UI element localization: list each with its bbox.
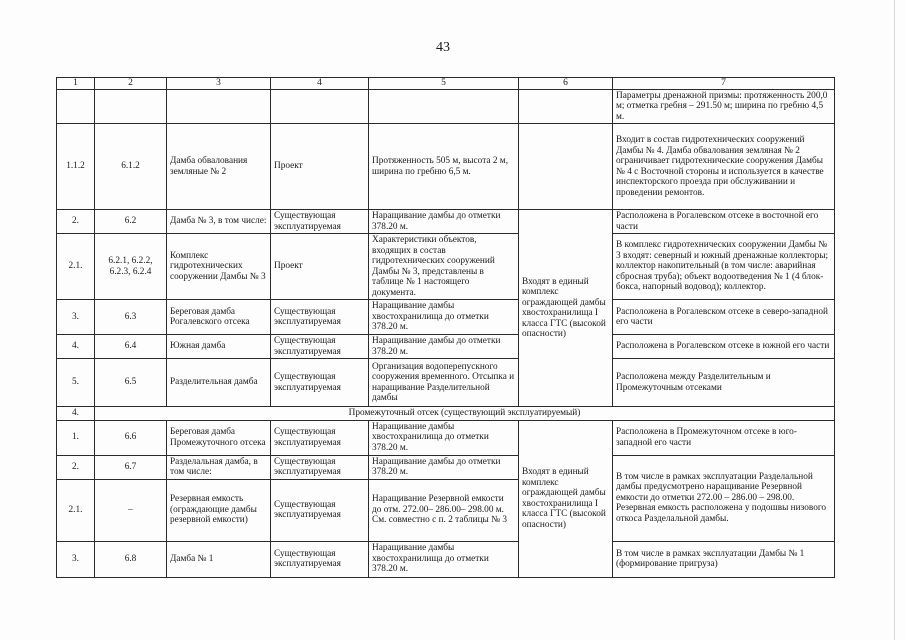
header-cell: 5 xyxy=(369,78,519,90)
cell-name: Береговая дамба Рогалевского отсека xyxy=(167,300,271,335)
cell-status: Проект xyxy=(271,234,369,300)
cell-status: Существующая эксплуатируемая xyxy=(271,479,369,541)
cell-measures: Наращивание дамбы до отметки 378.20 м. xyxy=(369,210,519,234)
cell-code: 6.7 xyxy=(95,455,167,479)
cell-measures: Характеристики объектов, входящих в состав гидротехнических сооружений Дамбы № 3, представлены в таблице № 1 настоящего документа. xyxy=(369,234,519,300)
page-number: 43 xyxy=(436,40,450,55)
cell-complex-group-2: Входят в единый комплекс ограждающей дамбы хвостохранилища I класса ГТС (высокой опасности) xyxy=(519,420,613,577)
table-row xyxy=(57,359,835,407)
cell-code: 6.4 xyxy=(95,335,167,359)
cell-measures: Наращивание дамбы до отметки 378.20 м. xyxy=(369,335,519,359)
cell-notes: Входит в состав гидротехнических сооружений Дамбы № 4. Дамба обвалования земляная № 2 ограничивает гидротехнические сооружения Дамбы № 4 с Восточной стороны и используется в качестве инспекторского проезда при обслуживании и проведении ремонтов. xyxy=(613,124,835,210)
cell-name: Южная дамба xyxy=(167,335,271,359)
cell-measures: Организация водоперепускного сооружения временного. Отсыпка и наращивание Разделительной дамбы xyxy=(369,359,519,407)
cell-number: 2. xyxy=(57,455,95,479)
cell-measures: Протяженность 505 м, высота 2 м, ширина по гребню 6,5 м. xyxy=(369,124,519,210)
header-cell: 1 xyxy=(57,78,95,90)
cell-notes: Параметры дренажной призмы: протяженность 200,0 м; отметка гребня – 291.50 м; ширина по гребню 4,5 м. xyxy=(613,89,835,124)
header-cell: 6 xyxy=(519,78,613,90)
table-row xyxy=(57,335,835,359)
cell-name: Береговая дамба Промежуточного отсека xyxy=(167,420,271,455)
table-row xyxy=(57,210,835,234)
table-row xyxy=(57,300,835,335)
table-row xyxy=(57,420,835,455)
table-header-row xyxy=(57,78,835,90)
cell-number: 2. xyxy=(57,210,95,234)
cell-code: – xyxy=(95,479,167,541)
structures-table xyxy=(56,77,835,578)
cell-status: Существующая эксплуатируемая xyxy=(271,455,369,479)
table-row xyxy=(57,89,835,124)
cell-status: Существующая эксплуатируемая xyxy=(271,300,369,335)
table-row xyxy=(57,455,835,479)
table-row xyxy=(57,541,835,577)
cell-notes: Расположена в Рогалевском отсеке в восточной его части xyxy=(613,210,835,234)
cell-code: 6.6 xyxy=(95,420,167,455)
table-row xyxy=(57,234,835,300)
cell-code: 6.3 xyxy=(95,300,167,335)
cell-code: 6.1.2 xyxy=(95,124,167,210)
cell-name: Комплекс гидротехнических сооружении Дамбы № 3 xyxy=(167,234,271,300)
cell-number: 2.1. xyxy=(57,234,95,300)
cell-name: Разделальная дамба, в том числе: xyxy=(167,455,271,479)
cell-notes: Расположена в Рогалевском отсеке в южной его части xyxy=(613,335,835,359)
cell-notes: В том числе в рамках эксплуатации Дамбы № 1 (формирование пригруза) xyxy=(613,541,835,577)
header-cell: 7 xyxy=(613,78,835,90)
header-cell: 2 xyxy=(95,78,167,90)
cell-number: 3. xyxy=(57,541,95,577)
cell-status: Существующая эксплуатируемая xyxy=(271,335,369,359)
cell-number: 5. xyxy=(57,359,95,407)
cell-code: 6.2.1, 6.2.2, 6.2.3, 6.2.4 xyxy=(95,234,167,300)
cell-notes: В том числе в рамках эксплуатации Разделальной дамбы предусмотрено наращивание Резервной емкости до отметки 272.00 – 286.00 – 298.00. Резервная емкость расположена у подошвы низового откоса Разделальной дамбы. xyxy=(613,455,835,541)
cell-notes: Расположена между Разделительным и Промежуточным отсеками xyxy=(613,359,835,407)
cell-name: Резервная емкость (ограждающие дамбы резервной емкости) xyxy=(167,479,271,541)
section-title: Промежуточный отсек (существующий эксплуатируемый) xyxy=(95,407,835,421)
table-row xyxy=(57,124,835,210)
cell-measures: Наращивание дамбы хвостохранилища до отметки 378.20 м. xyxy=(369,541,519,577)
cell-number: 3. xyxy=(57,300,95,335)
cell-code: 6.2 xyxy=(95,210,167,234)
header-cell: 3 xyxy=(167,78,271,90)
cell-notes: Расположена в Рогалевском отсеке в северо-западной его части xyxy=(613,300,835,335)
cell-measures: Наращивание дамбы до отметки 378.20 м. xyxy=(369,455,519,479)
cell-notes: В комплекс гидротехнических сооружении Дамбы № 3 входят: северный и южный дренажные коллекторы; коллектор накопительный (в том числе: аварийная сбросная труба); объект водоотведения № 1 (4 блок-бокса, напорный водовод); коллектор. xyxy=(613,234,835,300)
cell-measures: Наращивание дамбы хвостохранилища до отметки 378.20 м. xyxy=(369,420,519,455)
cell-code: 6.5 xyxy=(95,359,167,407)
cell-number: 1.1.2 xyxy=(57,124,95,210)
cell-name: Дамба № 1 xyxy=(167,541,271,577)
cell-number: 1. xyxy=(57,420,95,455)
cell-notes: Расположена в Промежуточном отсеке в юго-западной его части xyxy=(613,420,835,455)
cell-name: Дамба № 3, в том числе: xyxy=(167,210,271,234)
header-cell: 4 xyxy=(271,78,369,90)
cell-number: 4. xyxy=(57,335,95,359)
cell-code: 6.8 xyxy=(95,541,167,577)
section-number: 4. xyxy=(57,407,95,421)
cell-complex-group-1: Входят в единый комплекс ограждающей дамбы хвостохранилища I класса ГТС (высокой опасности) xyxy=(519,210,613,407)
cell-status: Существующая эксплуатируемая xyxy=(271,359,369,407)
cell-measures: Наращивание Резервной емкости до отм. 272.00– 286.00– 298.00 м. См. совместно с п. 2 таблицы № 3 xyxy=(369,479,519,541)
cell-status: Существующая эксплуатируемая xyxy=(271,541,369,577)
section-row xyxy=(57,407,835,421)
cell-status: Существующая эксплуатируемая xyxy=(271,420,369,455)
cell-name: Разделительная дамба xyxy=(167,359,271,407)
cell-measures: Наращивание дамбы хвостохранилища до отметки 378.20 м. xyxy=(369,300,519,335)
cell-status: Проект xyxy=(271,124,369,210)
cell-name: Дамба обвалования земляные № 2 xyxy=(167,124,271,210)
cell-status: Существующая эксплуатируемая xyxy=(271,210,369,234)
cell-number: 2.1. xyxy=(57,479,95,541)
scan-edge-line xyxy=(894,0,895,640)
